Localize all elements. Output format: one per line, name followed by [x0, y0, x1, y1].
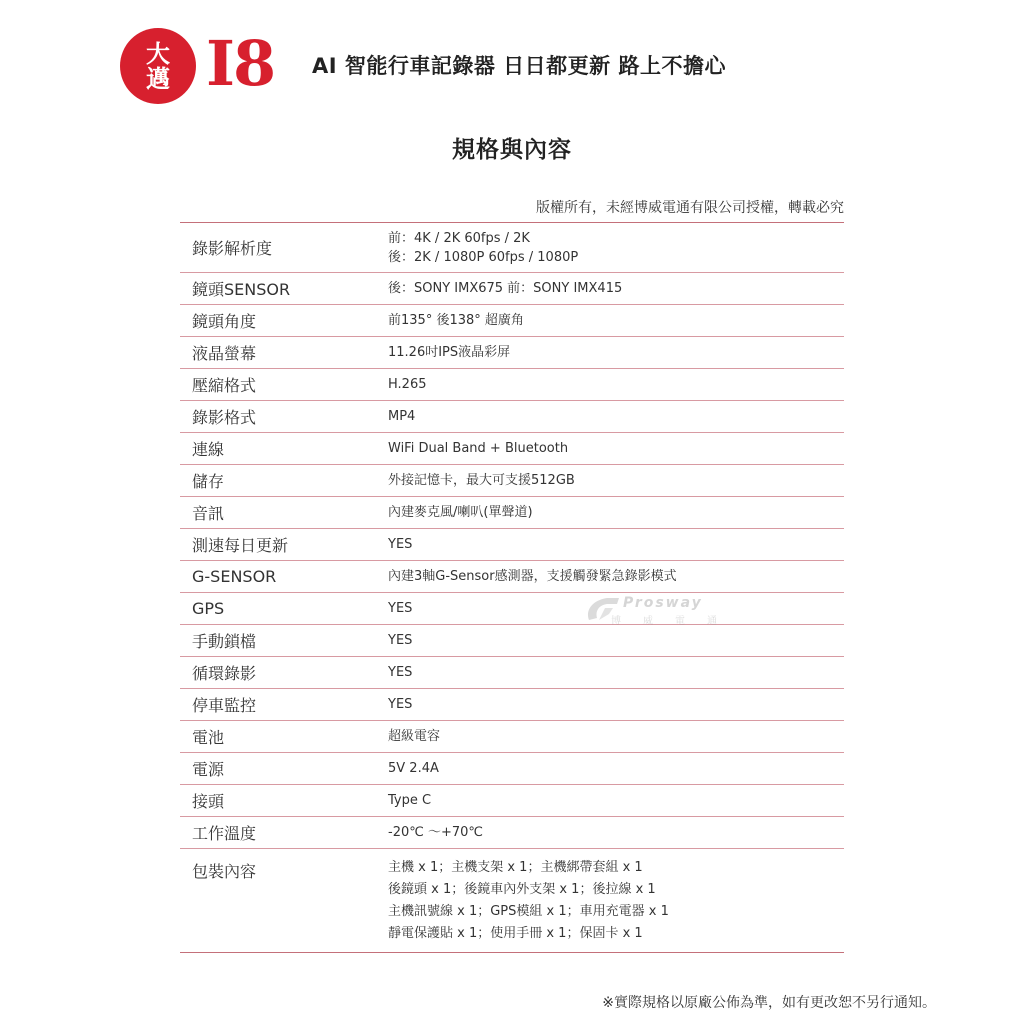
- spec-value: Type C: [388, 792, 432, 808]
- spec-value: 11.26吋IPS液晶彩屏: [388, 344, 511, 360]
- spec-value: 內建麥克風/喇叭(單聲道): [388, 504, 533, 520]
- brand-logo-text: 大 邁: [146, 39, 170, 93]
- spec-row-lens-angle: [180, 305, 844, 337]
- model-name: I8: [206, 27, 275, 100]
- spec-label: 手動鎖檔: [192, 632, 257, 651]
- brand-watermark: [583, 594, 739, 628]
- spec-row-g-sensor: [180, 561, 844, 593]
- disclaimer-footnote: ※實際規格以原廠公佈為準，如有更改恕不另行通知。: [602, 995, 936, 1011]
- spec-value: YES: [388, 632, 413, 648]
- spec-row-power: [180, 753, 844, 785]
- spec-label: 液晶螢幕: [192, 344, 257, 363]
- spec-value: 前135° 後138° 超廣角: [388, 312, 524, 328]
- spec-row-battery: [180, 721, 844, 753]
- spec-value: 前：4K / 2K 60fps / 2K 後：2K / 1080P 60fps / 1080P: [388, 230, 579, 265]
- spec-row-screen: [180, 337, 844, 369]
- spec-row-connectivity: [180, 433, 844, 465]
- spec-value: 外接記憶卡，最大可支援512GB: [388, 472, 575, 488]
- spec-row-operating-temp: [180, 817, 844, 849]
- spec-value: YES: [388, 600, 413, 616]
- tagline: AI 智能行車記錄器 日日都更新 路上不擔心: [312, 54, 726, 78]
- spec-value: YES: [388, 696, 413, 712]
- spec-label: 包裝內容: [192, 862, 257, 881]
- spec-label: 接頭: [192, 792, 225, 811]
- spec-value: YES: [388, 664, 413, 680]
- spec-label: 錄影解析度: [192, 239, 273, 258]
- spec-label: 儲存: [192, 472, 225, 491]
- spec-row-connector: [180, 785, 844, 817]
- spec-row-resolution: [180, 223, 844, 273]
- spec-label: 鏡頭角度: [192, 312, 257, 331]
- watermark-chinese-text: 博威電通: [611, 616, 739, 627]
- spec-label: 電源: [192, 760, 225, 779]
- spec-value: 後：SONY IMX675 前：SONY IMX415: [388, 280, 623, 296]
- spec-value: H.265: [388, 376, 427, 392]
- spec-label: G-SENSOR: [192, 567, 277, 586]
- spec-row-compression: [180, 369, 844, 401]
- spec-value: -20℃ ～+70℃: [388, 824, 483, 840]
- spec-value: 內建3軸G-Sensor感測器，支援觸發緊急錄影模式: [388, 568, 677, 584]
- spec-row-lens-sensor: [180, 273, 844, 305]
- copyright-notice: 版權所有，未經博威電通有限公司授權，轉載必究: [536, 200, 844, 216]
- spec-row-video-format: [180, 401, 844, 433]
- spec-label: 壓縮格式: [192, 376, 257, 395]
- brand-logo: [120, 28, 196, 104]
- header: [120, 28, 920, 108]
- spec-label: 連線: [192, 440, 225, 459]
- spec-row-gps: [180, 593, 844, 625]
- spec-label: GPS: [192, 599, 225, 618]
- spec-label: 音訊: [192, 504, 225, 523]
- spec-label: 測速每日更新: [192, 536, 289, 555]
- spec-label: 循環錄影: [192, 664, 257, 683]
- spec-label: 電池: [192, 728, 225, 747]
- spec-value: MP4: [388, 408, 416, 424]
- spec-value: 主機 x 1；主機支架 x 1；主機綁帶套組 x 1 後鏡頭 x 1；後鏡車內外支架 x 1；後拉線 x 1 主機訊號線 x 1；GPS模組 x 1；車用充電器 x 1 靜電保護貼 x 1；使用手冊 x 1；保固卡 x 1: [388, 860, 669, 941]
- spec-label: 工作溫度: [192, 824, 257, 843]
- spec-row-loop-recording: [180, 657, 844, 689]
- spec-row-storage: [180, 465, 844, 497]
- spec-label: 停車監控: [192, 696, 257, 715]
- spec-table: [180, 222, 844, 953]
- spec-row-package-contents: [180, 849, 844, 953]
- spec-row-audio: [180, 497, 844, 529]
- spec-value: YES: [388, 536, 413, 552]
- spec-row-speed-camera-update: [180, 529, 844, 561]
- spec-value: WiFi Dual Band + Bluetooth: [388, 440, 569, 456]
- page-title: 規格與內容: [452, 137, 572, 163]
- spec-value: 超級電容: [388, 728, 441, 744]
- watermark-brand-text: Prosway: [623, 595, 703, 611]
- spec-label: 錄影格式: [192, 408, 257, 427]
- spec-row-parking-monitor: [180, 689, 844, 721]
- spec-row-manual-lock: [180, 625, 844, 657]
- spec-value: 5V 2.4A: [388, 760, 439, 776]
- spec-label: 鏡頭SENSOR: [192, 280, 291, 299]
